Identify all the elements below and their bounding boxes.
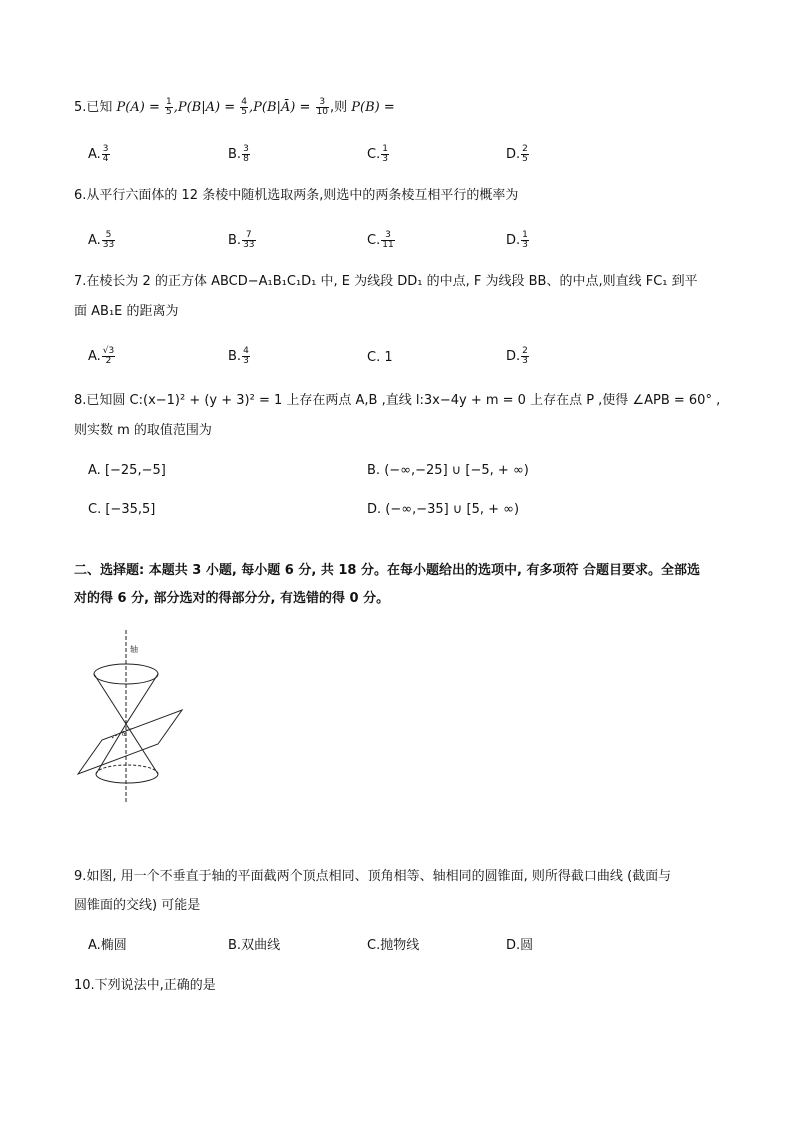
- question-8-stem-line1: 8.已知圆 C:(x−1)² + (y + 3)² = 1 上存在两点 A,B ,直线 l:3x−4y + m = 0 上存在点 P ,使得 ∠APB = 60° ,: [74, 393, 721, 408]
- double-cone-figure: [74, 628, 194, 808]
- cutting-plane: [78, 710, 182, 774]
- q7-option-c[interactable]: C. 1: [367, 350, 393, 365]
- question-6-stem: 6.从平行六面体的 12 条棱中随机选取两条,则选中的两条棱互相平行的概率为: [74, 188, 519, 203]
- q5-option-b[interactable]: B. $\frac{3}{8}$: [228, 144, 249, 164]
- upper-cone-edge-left: [94, 674, 126, 724]
- q9-option-c[interactable]: C.抛物线: [367, 938, 420, 953]
- q9-option-a[interactable]: A.椭圆: [88, 938, 127, 953]
- q6-option-b[interactable]: B. $\frac{7}{33}$: [228, 230, 255, 250]
- q7-option-d[interactable]: D. $\frac{2}{3}$: [506, 346, 528, 366]
- q6-option-d[interactable]: D. $\frac{1}{3}$: [506, 230, 528, 250]
- question-7-stem-line2: 面 AB₁E 的距离为: [74, 304, 179, 319]
- q9-option-b[interactable]: B.双曲线: [228, 938, 281, 953]
- q8-option-b[interactable]: B. (−∞,−25] ∪ [−5, + ∞): [367, 463, 529, 478]
- q8-option-c[interactable]: C. [−35,5]: [88, 502, 156, 517]
- q5-option-a[interactable]: A. $\frac{3}{4}$: [88, 144, 109, 164]
- q7-option-b[interactable]: B. $\frac{4}{3}$: [228, 346, 249, 366]
- lower-cone-edge-right: [126, 724, 158, 774]
- q9-option-d[interactable]: D.圆: [506, 938, 534, 953]
- lower-cone-rim-front: [96, 774, 158, 783]
- question-9-stem-line2: 圆锥面的交线) 可能是: [74, 898, 201, 913]
- section-2-heading-line2: 对的得 6 分, 部分选对的得部分分, 有选错的得 0 分。: [74, 591, 390, 606]
- fraction: $\frac{4}{5}$: [241, 97, 247, 117]
- q6-option-c[interactable]: C. $\frac{3}{11}$: [367, 230, 394, 250]
- fraction: $\frac{3}{10}$: [316, 97, 328, 117]
- axis-label: 轴: [130, 645, 138, 654]
- q8-option-a[interactable]: A. [−25,−5]: [88, 463, 166, 478]
- q5-option-d[interactable]: D. $\frac{2}{5}$: [506, 144, 528, 164]
- question-7-stem-line1: 7.在棱长为 2 的正方体 ABCD−A₁B₁C₁D₁ 中, E 为线段 DD₁ 的中点, F 为线段 BB、的中点,则直线 FC₁ 到平: [74, 274, 698, 289]
- upper-cone-edge-right: [126, 674, 158, 724]
- q8-option-d[interactable]: D. (−∞,−35] ∪ [5, + ∞): [367, 502, 520, 517]
- q5-option-c[interactable]: C. $\frac{1}{3}$: [367, 144, 388, 164]
- question-9-stem-line1: 9.如图, 用一个不垂直于轴的平面截两个顶点相同、顶角相等、轴相同的圆锥面, 则所得截口曲线 (截面与: [74, 869, 672, 884]
- lower-cone-rim-back: [96, 765, 158, 774]
- section-2-heading-line1: 二、选择题: 本题共 3 小题, 每小题 6 分, 共 18 分。在每小题给出的选项中, 有多项符 合题目要求。全部选: [74, 563, 700, 578]
- question-8-stem-line2: 则实数 m 的取值范围为: [74, 423, 212, 438]
- question-5-stem: 5.已知 P(A) = $\frac{1}{5}$ ,P(B|A) = $\frac{4}{5}$ ,P(B|Ā) = $\frac{3}{10}$ ,则 P(B) =: [74, 97, 395, 117]
- fraction: $\frac{1}{5}$: [166, 97, 172, 117]
- q7-option-a[interactable]: A. $\frac{√3}{2}$: [88, 346, 115, 366]
- question-10-stem: 10.下列说法中,正确的是: [74, 978, 216, 993]
- angle-label: α: [122, 731, 127, 738]
- q6-option-a[interactable]: A. $\frac{5}{33}$: [88, 230, 115, 250]
